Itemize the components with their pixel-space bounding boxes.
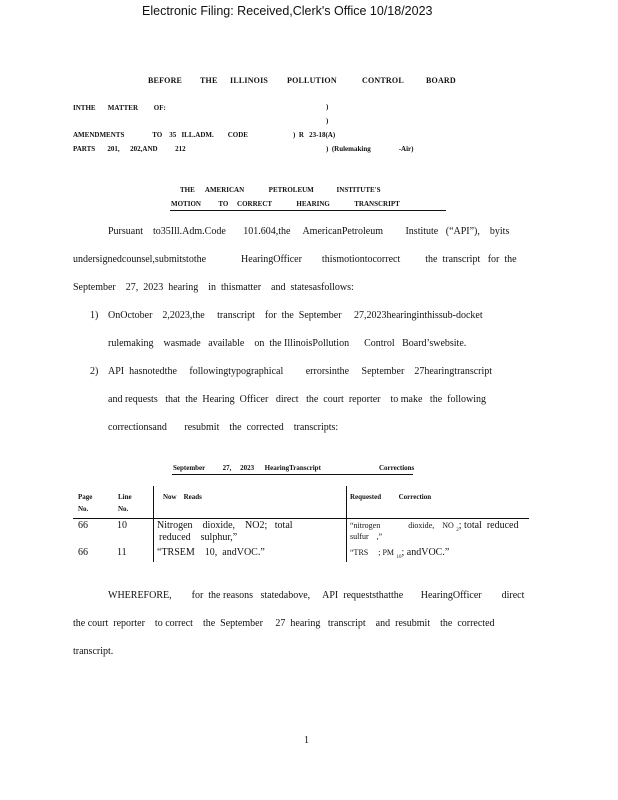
item-2-line-2: and requests that the Hearing Officer direct the court reporter to make the following bbox=[108, 394, 487, 405]
title-underline bbox=[170, 210, 446, 211]
row-page: 66 bbox=[78, 520, 88, 531]
caption-paren: ) bbox=[326, 117, 329, 125]
intro-line-1: Pursuant to35Ill.Adm.Code 101.604,the AmericanPetroleum Institute (“API”), byits bbox=[108, 226, 510, 237]
table-vline bbox=[153, 486, 154, 562]
board-title-word: POLLUTION bbox=[287, 76, 337, 85]
row-now-reads: Nitrogen dioxide, NO2; total bbox=[157, 520, 293, 531]
item-1-line-2: rulemaking wasmade available on the IllinoisPollution Control Board’swebsite. bbox=[108, 338, 467, 349]
header-requested-correction: Requested Correction bbox=[350, 493, 432, 501]
item-2-line-3: correctionsand resubmit the corrected transcripts: bbox=[108, 422, 339, 433]
parts-line: PARTS 201, 202,AND 212 bbox=[73, 145, 186, 153]
closing-line-3: transcript. bbox=[73, 646, 114, 657]
header-page: Page bbox=[78, 493, 93, 501]
row-now-reads-cont: reduced sulphur,” bbox=[159, 532, 238, 543]
intro-line-3: September 27, 2023 hearing in thismatter and statesasfollows: bbox=[73, 282, 354, 293]
row-requested-text: “nitrogen dioxide, NO bbox=[350, 521, 454, 530]
motion-title-line2: MOTION TO CORRECT HEARING TRANSCRIPT bbox=[171, 200, 400, 208]
subscript: 10 bbox=[396, 555, 402, 560]
board-title-word: CONTROL bbox=[362, 76, 404, 85]
matter-line: INTHE MATTER OF: bbox=[73, 104, 166, 112]
row-requested-cont: sulfur ,” bbox=[350, 532, 383, 541]
row-line: 11 bbox=[117, 547, 127, 558]
row-line: 10 bbox=[117, 520, 127, 531]
row-page: 66 bbox=[78, 547, 88, 558]
header-line-no: No. bbox=[118, 505, 129, 513]
board-title-word: THE bbox=[200, 76, 218, 85]
motion-title-line1: THE AMERICAN PETROLEUM INSTITUTE'S bbox=[180, 186, 381, 194]
row-requested-text: “TRS ; PM bbox=[350, 548, 395, 557]
board-title-word: BOARD bbox=[426, 76, 456, 85]
row-requested-tail: ; andVOC.” bbox=[401, 547, 450, 558]
table-title-underline bbox=[172, 474, 413, 475]
rulemaking-type: ) (Rulemaking -Air) bbox=[326, 145, 414, 153]
caption-paren: ) bbox=[326, 103, 329, 111]
row-now-reads: “TRSEM 10, andVOC.” bbox=[157, 547, 265, 558]
subscript: 2 bbox=[456, 528, 459, 533]
item-number: 1) bbox=[90, 310, 99, 321]
amendments-line: AMENDMENTS TO 35 ILL.ADM. CODE bbox=[73, 131, 248, 139]
page-number: 1 bbox=[304, 735, 309, 746]
intro-line-2: undersignedcounsel,submitstothe HearingOfficer thismotiontocorrect the transcript for the bbox=[73, 254, 517, 265]
item-number: 2) bbox=[90, 366, 99, 377]
board-title-word: BEFORE bbox=[148, 76, 183, 85]
row-requested-tail: ; total reduced bbox=[458, 520, 519, 531]
table-vline bbox=[346, 486, 347, 562]
board-title-word: ILLINOIS bbox=[230, 76, 269, 85]
header-line: Line bbox=[118, 493, 132, 501]
table-header-rule bbox=[73, 518, 529, 519]
item-2-line-1: API hasnotedthe followingtypographical errorsinthe September 27hearingtranscript bbox=[108, 366, 493, 377]
docket-number: ) R 23-18(A) bbox=[293, 131, 336, 139]
closing-line-1: WHEREFORE, for the reasons statedabove, API requeststhatthe HearingOfficer direct bbox=[108, 590, 525, 601]
item-1-line-1: OnOctober 2,2023,the transcript for the September 27,2023hearinginthissub-docket bbox=[108, 310, 483, 321]
filing-stamp: Electronic Filing: Received,Clerk's Office 10/18/2023 bbox=[142, 4, 433, 18]
header-now-reads: Now Reads bbox=[163, 493, 202, 501]
header-page-no: No. bbox=[78, 505, 89, 513]
closing-line-2: the court reporter to correct the September 27 hearing transcript and resubmit the corrected bbox=[73, 618, 495, 629]
row-requested bbox=[350, 547, 449, 560]
table-title-corrections: Corrections bbox=[379, 464, 415, 472]
table-title: September 27, 2023 HearingTranscript bbox=[173, 464, 321, 472]
